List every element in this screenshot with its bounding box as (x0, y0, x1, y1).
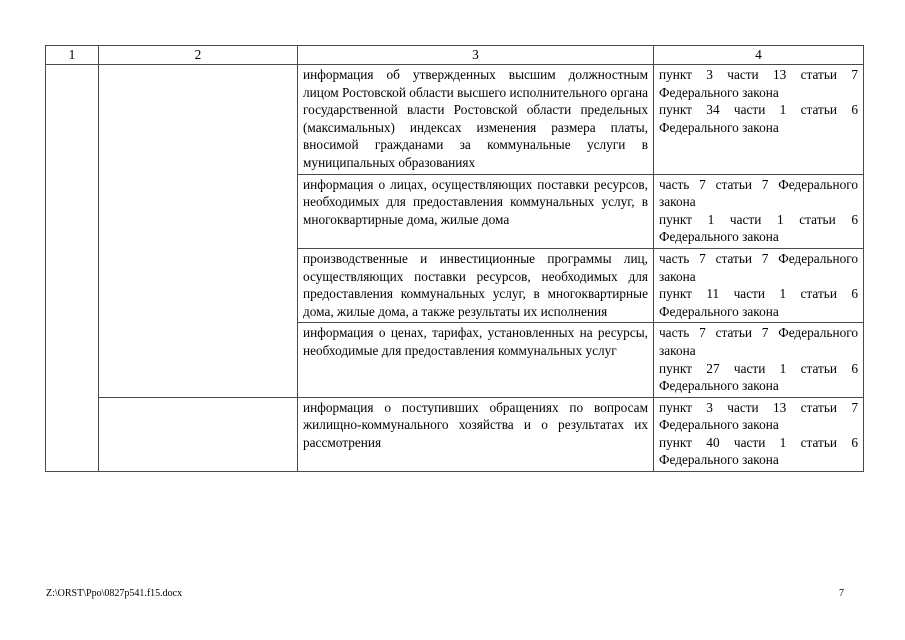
document-file-path: Z:\ORST\Ppo\0827p541.f15.docx (46, 588, 183, 599)
legal-basis-cell (654, 323, 864, 397)
legal-basis-entry: пункт 3 части 13 статьи 7 Федерального закона (659, 67, 858, 100)
column-header-2: 2 (99, 46, 298, 65)
legal-basis-entry: пункт 11 части 1 статьи 6 Федерального закона (659, 286, 858, 319)
column-header-1: 1 (46, 46, 99, 65)
legal-basis-entry: часть 7 статьи 7 Федерального закона (659, 325, 858, 358)
legal-basis-entry: часть 7 статьи 7 Федерального закона (659, 250, 858, 284)
column-header-4: 4 (654, 46, 864, 65)
category-cell (99, 65, 298, 398)
information-cell: информация о лицах, осуществляющих поставки ресурсов, необходимых для предоставления коммунальных услуг, в многоквартирные дома, жилые дома (298, 174, 654, 248)
legal-basis-cell (654, 248, 864, 322)
legal-basis-cell (654, 65, 864, 175)
table-row (46, 397, 864, 471)
table-row (46, 65, 864, 175)
legal-basis-entry: пункт 40 части 1 статьи 6 Федерального закона (659, 434, 858, 468)
information-cell: информация о поступивших обращениях по вопросам жилищно-коммунального хозяйства и о результатах их рассмотрения (298, 397, 654, 471)
column-header-3: 3 (298, 46, 654, 65)
page-number: 7 (839, 588, 844, 599)
information-cell: информация о ценах, тарифах, установленных на ресурсы, необходимые для предоставления коммунальных услуг (298, 323, 654, 397)
legal-basis-cell (654, 174, 864, 248)
legal-basis-entry: пункт 27 части 1 статьи 6 Федерального закона (659, 360, 858, 394)
category-cell (99, 397, 298, 471)
information-cell: производственные и инвестиционные программы лиц, осуществляющих поставки ресурсов, необходимых для предоставления коммунальных услуг, в многоквартирные дома, жилые дома, а также результаты их исполнения (298, 248, 654, 322)
legal-basis-entry: пункт 1 части 1 статьи 6 Федерального закона (659, 211, 858, 245)
information-disclosure-table (45, 45, 864, 472)
header-row (46, 46, 864, 65)
row-number-cell (46, 65, 99, 472)
legal-basis-cell (654, 397, 864, 471)
legal-basis-entry: пункт 34 части 1 статьи 6 Федерального закона (659, 102, 858, 135)
legal-basis-entry: пункт 3 части 13 статьи 7 Федерального закона (659, 399, 858, 433)
legal-basis-entry: часть 7 статьи 7 Федерального закона (659, 176, 858, 210)
information-cell: информация об утвержденных высшим должностным лицом Ростовской области высшего исполнительного органа государственной власти Ростовской области предельных (максимальных) индексах изменения размера платы, вносимой гражданами за коммунальные услуги в муниципальных образованиях (298, 65, 654, 175)
